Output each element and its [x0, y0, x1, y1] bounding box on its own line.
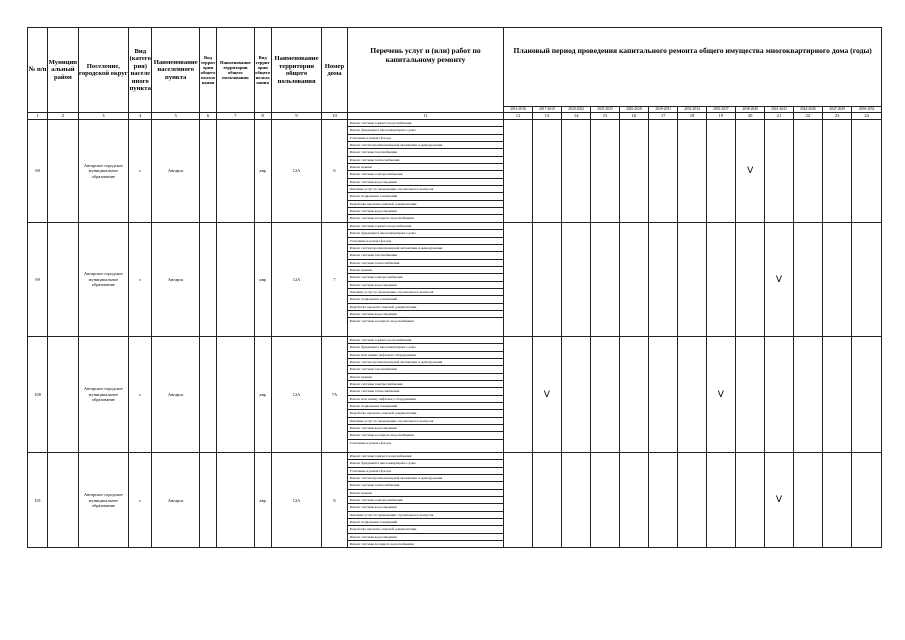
plan-mark-cell — [619, 337, 648, 453]
territory-name-cell — [217, 120, 254, 223]
locality-type-cell: г. — [129, 453, 152, 548]
plan-mark-cell — [562, 337, 591, 453]
plan-mark-cell — [678, 453, 706, 548]
year-period-cell: 2050-2052 — [852, 107, 882, 113]
plan-mark-cell — [504, 223, 532, 337]
table-row — [28, 453, 882, 548]
settlement-cell: Ангарское городское муниципальное образование — [78, 453, 129, 548]
work-item: Разработка проектно-сметной документации — [348, 201, 504, 208]
work-item: Ремонт систем противопожарной автоматики и дымоудаления — [348, 245, 504, 252]
work-item: Ремонт системы электроснабжения — [348, 171, 504, 178]
plan-mark-cell — [678, 337, 706, 453]
header-locality-name: Наименование населенного пункта — [152, 28, 200, 113]
work-item: Ремонт системы электроснабжения — [348, 381, 504, 388]
work-item: Ремонт системы горячего водоснабжения — [348, 337, 504, 344]
work-item: Ремонт системы водоотведения — [348, 504, 504, 511]
column-number-cell: 2 — [48, 113, 78, 120]
plan-mark-cell — [562, 120, 591, 223]
year-period-cell: 2020-2022 — [562, 107, 591, 113]
column-number-cell: 23 — [822, 113, 851, 120]
territory-name-cell — [217, 223, 254, 337]
column-number-cell: 3 — [78, 113, 129, 120]
plan-mark-cell: V — [765, 453, 793, 548]
column-number-cell: 17 — [649, 113, 678, 120]
plan-mark-cell — [852, 337, 882, 453]
work-item: Ремонт системы электроснабжения — [348, 274, 504, 281]
house-number-cell: 6 — [322, 120, 347, 223]
work-item: Утепление и ремонт фасада — [348, 238, 504, 245]
year-period-cell: 2038-2040 — [735, 107, 764, 113]
work-item: Ремонт системы водоотведения — [348, 208, 504, 215]
year-period-cell: 2044-2046 — [793, 107, 822, 113]
work-item: Ремонт крыши — [348, 164, 504, 171]
plan-mark-cell — [591, 337, 619, 453]
district-cell — [48, 337, 78, 453]
plan-mark-cell — [852, 453, 882, 548]
district-cell — [48, 453, 78, 548]
territory-name-cell — [217, 337, 254, 453]
plan-mark-cell — [504, 453, 532, 548]
column-number-cell: 19 — [706, 113, 735, 120]
work-item: Ремонт систем противопожарной автоматики и дымоудаления — [348, 142, 504, 149]
work-item: Ремонт фундамента многоквартирного дома — [348, 230, 504, 237]
header-plan: Плановый период проведения капитального ремонта общего имущества многоквартирного дома (годы) — [504, 28, 882, 107]
column-numbers-row — [28, 113, 882, 120]
work-item: Утепление и ремонт фасада — [348, 135, 504, 142]
locality-name-cell: Ангарск — [152, 223, 200, 337]
column-number-cell: 16 — [619, 113, 648, 120]
plan-mark-cell — [793, 223, 822, 337]
work-item: Ремонт фундамента многоквартирного дома — [348, 460, 504, 467]
work-item: Ремонт фундамента многоквартирного дома — [348, 127, 504, 134]
plan-mark-cell — [649, 223, 678, 337]
plan-mark-cell — [649, 337, 678, 453]
column-number-cell: 6 — [199, 113, 216, 120]
work-item: Разработка проектно-сметной документации — [348, 410, 504, 417]
header-street-name: Наименование территории общего пользования — [271, 28, 322, 113]
plan-mark-cell — [706, 453, 735, 548]
column-number-cell: 21 — [765, 113, 793, 120]
work-item: Ремонт подвальных помещений — [348, 403, 504, 410]
territory-type-cell — [199, 223, 216, 337]
work-item: Ремонт системы холодного водоснабжения — [349, 542, 414, 547]
house-number-cell: 7А — [322, 337, 347, 453]
plan-mark-cell: V — [735, 120, 764, 223]
plan-mark-cell — [619, 223, 648, 337]
plan-mark-cell — [765, 337, 793, 453]
work-item: Ремонт систем противопожарной автоматики и дымоудаления — [348, 359, 504, 366]
work-item: Ремонт системы холодного водоснабжения — [348, 432, 504, 439]
work-item: Ремонт системы водоотведения — [348, 425, 504, 432]
work-item: Ремонт крыши — [348, 374, 504, 381]
repair-schedule-sheet — [27, 27, 882, 548]
work-item: Ремонт системы электроснабжения — [348, 497, 504, 504]
column-number-cell: 24 — [852, 113, 882, 120]
locality-name-cell: Ангарск — [152, 120, 200, 223]
locality-type-cell: г. — [129, 120, 152, 223]
plan-mark-cell — [532, 120, 561, 223]
street-type-cell: квр — [254, 120, 271, 223]
settlement-cell: Ангарское городское муниципальное образование — [78, 223, 129, 337]
work-item: Ремонт или замена лифтового оборудования — [348, 352, 504, 359]
settlement-cell: Ангарское городское муниципальное образование — [78, 120, 129, 223]
work-item: Ремонт системы теплоснабжения — [348, 260, 504, 267]
header-row — [28, 28, 882, 107]
work-item: Ремонт или замену лифтового оборудования — [348, 396, 504, 403]
header-territory-name: Наименование территории общего пользования — [217, 28, 254, 113]
territory-name-cell — [217, 453, 254, 548]
plan-mark-cell — [591, 223, 619, 337]
column-number-cell: 4 — [129, 113, 152, 120]
plan-mark-cell — [591, 453, 619, 548]
work-item: Ремонт системы водоотведения — [348, 534, 504, 541]
plan-mark-cell — [532, 453, 561, 548]
work-item: Ремонт фундамента многоквартирного дома — [348, 344, 504, 351]
header-street-type: Вид территории общего пользования — [254, 28, 271, 113]
table-row — [28, 120, 882, 223]
plan-mark-cell — [852, 223, 882, 337]
year-period-cell: 2032-2034 — [678, 107, 706, 113]
district-cell — [48, 120, 78, 223]
year-period-cell: 2023-2025 — [591, 107, 619, 113]
plan-mark-cell — [562, 453, 591, 548]
column-number-cell: 15 — [591, 113, 619, 120]
repair-schedule-table — [27, 27, 882, 548]
street-type-cell: квр — [254, 337, 271, 453]
plan-mark-cell — [591, 120, 619, 223]
works-list-cell — [347, 223, 504, 337]
work-item: Ремонт систем противопожарной автоматики и дымоудаления — [348, 475, 504, 482]
work-item: Ремонт системы водоотведения — [348, 179, 504, 186]
plan-mark-cell — [619, 453, 648, 548]
column-number-cell: 10 — [322, 113, 347, 120]
work-item: Оказание услуг по проведению строительного контроля — [348, 186, 504, 193]
work-item: Ремонт системы горячего водоснабжения — [348, 120, 504, 127]
plan-mark-cell — [822, 120, 851, 223]
work-item: Ремонт системы холодного водоснабжения — [349, 319, 414, 324]
work-item: Ремонт системы горячего водоснабжения — [348, 453, 504, 460]
work-item: Оказание услуг по проведению строительного контроля — [348, 289, 504, 296]
plan-mark-cell — [649, 453, 678, 548]
header-district: Муниципальный район — [48, 28, 78, 113]
row-num-cell: 100 — [28, 337, 48, 453]
column-number-cell: 7 — [217, 113, 254, 120]
territory-type-cell — [199, 337, 216, 453]
column-number-cell: 18 — [678, 113, 706, 120]
column-number-cell: 5 — [152, 113, 200, 120]
plan-mark-cell — [852, 120, 882, 223]
work-item: Ремонт системы водоотведения — [348, 311, 504, 318]
work-item: Ремонт системы теплоснабжения — [348, 482, 504, 489]
street-type-cell: квр — [254, 453, 271, 548]
header-locality-type: Вид (категория) населенного пункта — [129, 28, 152, 113]
row-num-cell: 69 — [28, 223, 48, 337]
plan-mark-cell — [562, 223, 591, 337]
house-number-cell: 7 — [322, 223, 347, 337]
header-num: № п/п — [28, 28, 48, 113]
year-period-cell: 2035-2037 — [706, 107, 735, 113]
plan-mark-cell — [735, 223, 764, 337]
column-number-cell: 22 — [793, 113, 822, 120]
territory-type-cell — [199, 453, 216, 548]
plan-mark-cell — [619, 120, 648, 223]
locality-type-cell: г. — [129, 223, 152, 337]
work-item: Утепление и ремонт фасада — [349, 440, 392, 445]
header-works: Перечень услуг и (или) работ по капитальному ремонту — [347, 28, 504, 113]
plan-mark-cell — [504, 120, 532, 223]
row-num-cell: 68 — [28, 120, 48, 223]
street-name-cell: 12А — [271, 120, 322, 223]
work-item: Ремонт подвальных помещений — [348, 193, 504, 200]
table-row — [28, 223, 882, 337]
table-row — [28, 337, 882, 453]
header-house: Номер дома — [322, 28, 347, 113]
works-list-cell — [347, 453, 504, 548]
work-item: Разработка проектно-сметной документации — [348, 526, 504, 533]
year-period-cell: 2047-2049 — [822, 107, 851, 113]
locality-type-cell: г. — [129, 337, 152, 453]
street-type-cell: квр — [254, 223, 271, 337]
territory-type-cell — [199, 120, 216, 223]
work-item: Ремонт системы холодного водоснабжения — [349, 216, 414, 221]
header-territory-type: Вид территории общего пользования — [199, 28, 216, 113]
column-number-cell: 13 — [532, 113, 561, 120]
header-settlement: Поселение, городской округ — [78, 28, 129, 113]
work-item: Ремонт системы теплоснабжения — [348, 157, 504, 164]
year-period-cell: 2014-2016 — [504, 107, 532, 113]
street-name-cell: 12А — [271, 453, 322, 548]
plan-mark-cell — [532, 223, 561, 337]
plan-mark-cell: V — [532, 337, 561, 453]
plan-mark-cell — [765, 120, 793, 223]
work-item: Ремонт системы газоснабжения — [348, 366, 504, 373]
plan-mark-cell — [678, 120, 706, 223]
plan-mark-cell — [706, 120, 735, 223]
plan-mark-cell: V — [706, 337, 735, 453]
plan-mark-cell: V — [765, 223, 793, 337]
column-number-cell: 11 — [347, 113, 504, 120]
row-num-cell: 101 — [28, 453, 48, 548]
plan-mark-cell — [793, 337, 822, 453]
street-name-cell: 12А — [271, 337, 322, 453]
works-list-cell — [347, 337, 504, 453]
plan-mark-cell — [822, 223, 851, 337]
plan-mark-cell — [735, 337, 764, 453]
district-cell — [48, 223, 78, 337]
plan-mark-cell — [706, 223, 735, 337]
year-period-cell: 2041-2043 — [765, 107, 793, 113]
work-item: Ремонт системы водоотведения — [348, 282, 504, 289]
plan-mark-cell — [504, 337, 532, 453]
work-item: Оказание услуг по проведению строительного контроля — [348, 418, 504, 425]
plan-mark-cell — [793, 453, 822, 548]
plan-mark-cell — [822, 337, 851, 453]
street-name-cell: 12А — [271, 223, 322, 337]
column-number-cell: 20 — [735, 113, 764, 120]
column-number-cell: 9 — [271, 113, 322, 120]
house-number-cell: 8 — [322, 453, 347, 548]
work-item: Ремонт системы горячего водоснабжения — [348, 223, 504, 230]
work-item: Разработка проектно-сметной документации — [348, 304, 504, 311]
year-period-cell: 2029-2031 — [649, 107, 678, 113]
settlement-cell: Ангарское городское муниципальное образование — [78, 337, 129, 453]
locality-name-cell: Ангарск — [152, 337, 200, 453]
plan-mark-cell — [678, 223, 706, 337]
plan-mark-cell — [649, 120, 678, 223]
plan-mark-cell — [793, 120, 822, 223]
locality-name-cell: Ангарск — [152, 453, 200, 548]
year-period-cell: 2017-2019 — [532, 107, 561, 113]
work-item: Ремонт системы газоснабжения — [348, 149, 504, 156]
column-number-cell: 1 — [28, 113, 48, 120]
work-item: Ремонт крыши — [348, 267, 504, 274]
year-period-cell: 2026-2028 — [619, 107, 648, 113]
table-body — [28, 120, 882, 548]
work-item: Ремонт подвальных помещений — [348, 519, 504, 526]
works-list-cell — [347, 120, 504, 223]
work-item: Утепление и ремонт фасада — [348, 468, 504, 475]
work-item: Ремонт крыши — [348, 490, 504, 497]
work-item: Ремонт системы газоснабжения — [348, 252, 504, 259]
work-item: Ремонт системы теплоснабжения — [348, 388, 504, 395]
plan-mark-cell — [735, 453, 764, 548]
work-item: Оказание услуг по проведению строительного контроля — [348, 512, 504, 519]
column-number-cell: 8 — [254, 113, 271, 120]
work-item: Ремонт подвальных помещений — [348, 296, 504, 303]
plan-mark-cell — [822, 453, 851, 548]
column-number-cell: 12 — [504, 113, 532, 120]
column-number-cell: 14 — [562, 113, 591, 120]
